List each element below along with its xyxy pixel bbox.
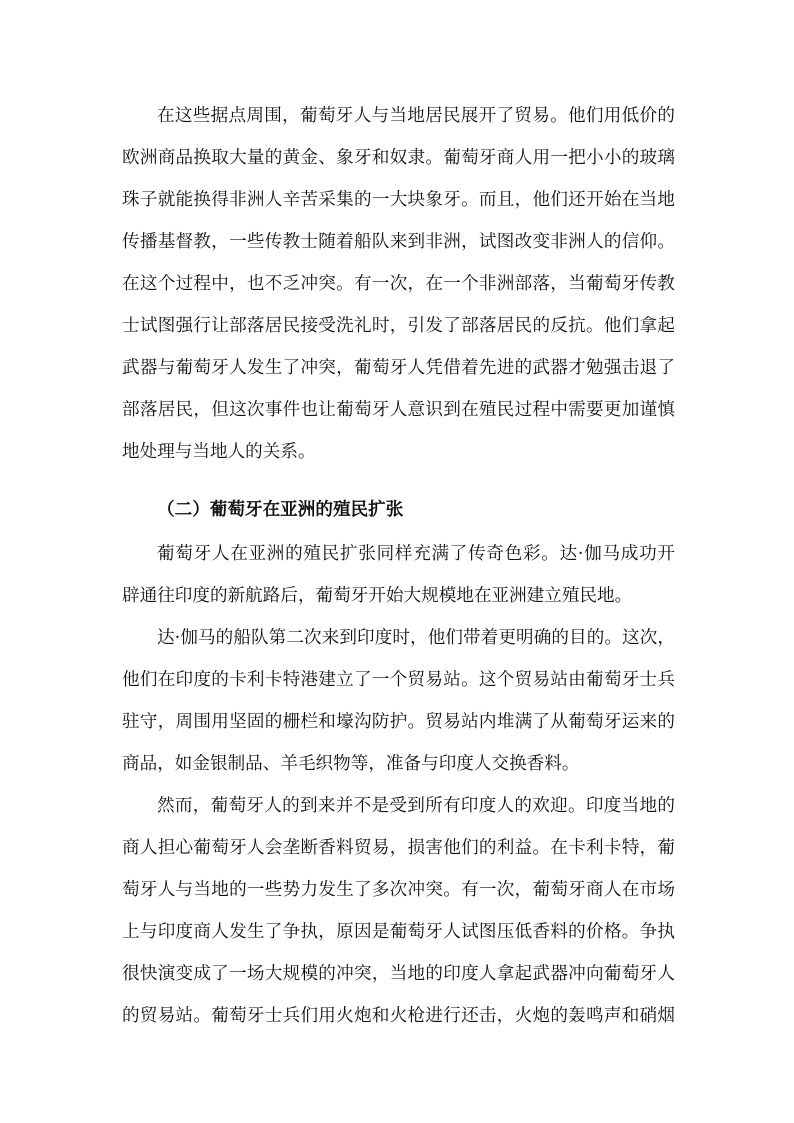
paragraph-1-line-9: 地处理与当地人的关系。	[122, 442, 316, 462]
paragraph-4-line-2: 商人担心葡萄牙人会垄断香料贸易，损害他们的利益。在卡利卡特，葡	[122, 838, 675, 858]
paragraph-2-line-1: 葡萄牙人在亚洲的殖民扩张同样充满了传奇色彩。达·伽马成功开	[157, 544, 675, 564]
paragraph-1-line-6: 士试图强行让部落居民接受洗礼时，引发了部落居民的反抗。他们拿起	[122, 316, 675, 336]
paragraph-2-line-2: 辟通往印度的新航路后，葡萄牙开始大规模地在亚洲建立殖民地。	[122, 586, 633, 606]
paragraph-4-line-1: 然而，葡萄牙人的到来并不是受到所有印度人的欢迎。印度当地的	[157, 796, 675, 816]
paragraph-1-line-1: 在这些据点周围，葡萄牙人与当地居民展开了贸易。他们用低价的	[157, 106, 675, 126]
paragraph-4-line-4: 上与印度商人发生了争执，原因是葡萄牙人试图压低香料的价格。争执	[122, 922, 675, 942]
paragraph-1-line-5: 在这个过程中，也不乏冲突。有一次，在一个非洲部落，当葡萄牙传教	[122, 274, 675, 294]
paragraph-1-line-4: 传播基督教，一些传教士随着船队来到非洲，试图改变非洲人的信仰。	[122, 232, 675, 252]
paragraph-3-line-2: 他们在印度的卡利卡特港建立了一个贸易站。这个贸易站由葡萄牙士兵	[122, 670, 675, 690]
paragraph-3-line-1: 达·伽马的船队第二次来到印度时，他们带着更明确的目的。这次，	[157, 628, 675, 648]
paragraph-4-line-6: 的贸易站。葡萄牙士兵们用火炮和火枪进行还击，火炮的轰鸣声和硝烟	[122, 1006, 675, 1026]
paragraph-4-line-3: 萄牙人与当地的一些势力发生了多次冲突。有一次，葡萄牙商人在市场	[122, 880, 675, 900]
section-heading: （二）葡萄牙在亚洲的殖民扩张	[157, 499, 404, 520]
paragraph-3-line-4: 商品，如金银制品、羊毛织物等，准备与印度人交换香料。	[122, 754, 580, 774]
paragraph-4-line-5: 很快演变成了一场大规模的冲突，当地的印度人拿起武器冲向葡萄牙人	[122, 964, 675, 984]
paragraph-3-line-3: 驻守，周围用坚固的栅栏和壕沟防护。贸易站内堆满了从葡萄牙运来的	[122, 712, 675, 732]
paragraph-1-line-7: 武器与葡萄牙人发生了冲突，葡萄牙人凭借着先进的武器才勉强击退了	[122, 358, 675, 378]
paragraph-1-line-8: 部落居民，但这次事件也让葡萄牙人意识到在殖民过程中需要更加谨慎	[122, 400, 675, 420]
paragraph-1-line-3: 珠子就能换得非洲人辛苦采集的一大块象牙。而且，他们还开始在当地	[122, 190, 675, 210]
paragraph-1-line-2: 欧洲商品换取大量的黄金、象牙和奴隶。葡萄牙商人用一把小小的玻璃	[122, 148, 675, 168]
